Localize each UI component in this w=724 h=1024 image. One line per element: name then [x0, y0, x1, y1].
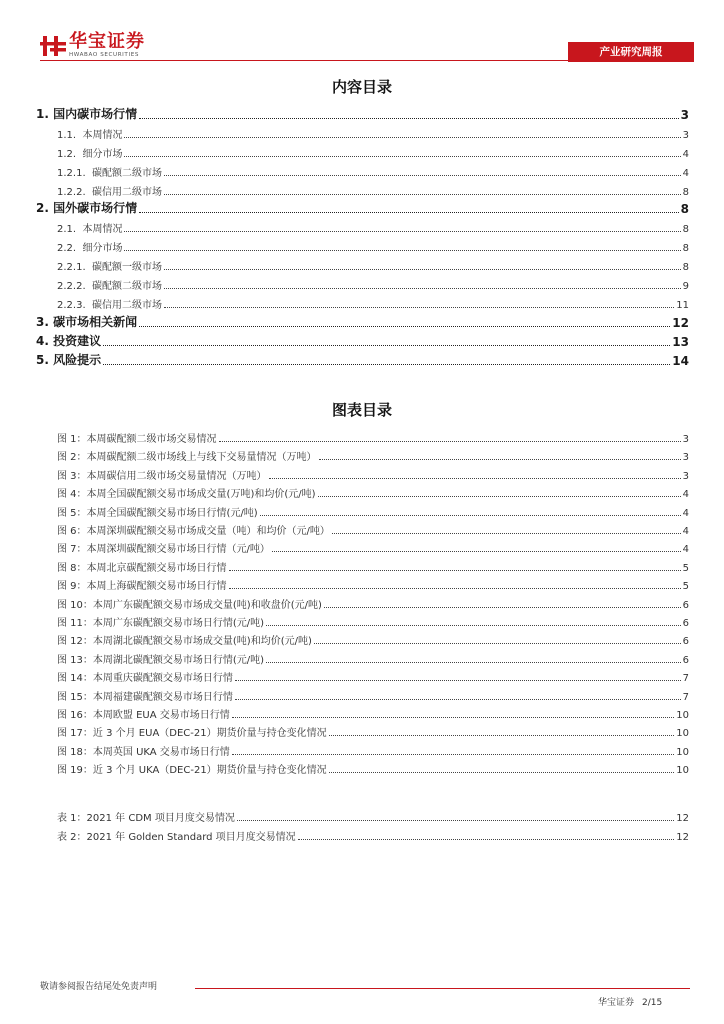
entry-number: 1.2.	[57, 149, 77, 160]
entry-label: 图 3：本周碳信用二级市场交易量情况（万吨）	[57, 470, 267, 482]
entry-label: 图 5：本周全国碳配额交易市场日行情(元/吨)	[57, 507, 258, 519]
logo-chinese-name: 华宝证券	[69, 31, 145, 53]
figure-entry[interactable]	[0, 740, 724, 758]
dot-leader	[124, 155, 680, 157]
report-type-badge: 产业研究周报	[568, 42, 694, 62]
entry-label	[0, 332, 101, 349]
entry-page-number: 7	[682, 673, 689, 685]
entry-text: 碳信用二级市场	[91, 300, 162, 311]
entry-label	[0, 313, 137, 330]
toc-entry[interactable]	[0, 350, 724, 368]
entry-page-number: 7	[682, 691, 689, 703]
entry-page-number: 10	[676, 765, 689, 777]
entry-text: 投资建议	[53, 334, 102, 348]
entry-number: 1.1.	[57, 130, 77, 141]
entry-page-number: 3	[682, 434, 689, 445]
entry-page-number: 4	[682, 168, 689, 179]
dot-leader	[139, 211, 679, 213]
dot-leader	[164, 174, 681, 176]
entry-label	[0, 220, 122, 235]
dot-leader	[229, 587, 681, 589]
dot-leader	[139, 325, 670, 327]
entry-label	[0, 199, 137, 216]
figure-entry[interactable]	[0, 593, 724, 611]
entry-label: 图 16：本周欧盟 EUA 交易市场日行情	[57, 710, 230, 721]
toc-entry[interactable]	[0, 293, 724, 311]
entry-label: 图 7：本周深圳碳配额交易市场日行情（元/吨）	[57, 544, 270, 556]
toc-entry[interactable]	[0, 312, 724, 330]
toc-entry[interactable]	[0, 217, 724, 235]
toc-entry[interactable]	[0, 236, 724, 254]
dot-leader	[314, 642, 681, 644]
dot-leader	[266, 624, 681, 626]
header-divider	[40, 60, 568, 61]
figure-entry[interactable]	[0, 519, 724, 537]
figure-entry[interactable]	[0, 501, 724, 519]
figure-entry[interactable]	[0, 629, 724, 647]
entry-number: 2.	[36, 201, 49, 215]
entry-page-number: 3	[682, 130, 689, 141]
entry-label: 图 2：本周碳配额二级市场线上与线下交易量情况（万吨）	[57, 452, 317, 464]
entry-label	[0, 296, 162, 311]
entry-label	[0, 258, 162, 273]
entry-label: 图 8：本周北京碳配额交易市场日行情	[57, 562, 227, 574]
toc-entry[interactable]	[0, 198, 724, 216]
entry-number: 4.	[36, 334, 49, 348]
entry-page-number: 10	[676, 728, 689, 740]
entry-page-number: 13	[672, 335, 689, 349]
dot-leader	[237, 819, 674, 821]
dot-leader	[235, 679, 681, 681]
entry-page-number: 5	[682, 581, 689, 593]
footer-company: 华宝证券	[598, 998, 635, 1008]
dot-leader	[329, 771, 675, 773]
figure-entry[interactable]	[0, 721, 724, 739]
figure-entry[interactable]	[0, 703, 724, 721]
toc-entry[interactable]	[0, 255, 724, 273]
entry-label: 图 14：本周重庆碳配额交易市场日行情	[57, 673, 233, 685]
contents-title: 内容目录	[331, 78, 392, 96]
entry-label: 图 9：本周上海碳配额交易市场日行情	[57, 581, 227, 593]
entry-page-number: 3	[682, 452, 689, 464]
entry-number: 2.2.2.	[57, 281, 86, 292]
dot-leader	[164, 306, 674, 308]
dot-leader	[229, 569, 681, 571]
dot-leader	[332, 532, 681, 534]
page-number: 2/15	[642, 998, 663, 1008]
table-entry[interactable]	[0, 825, 724, 843]
entry-page-number: 10	[676, 710, 689, 721]
figure-entry[interactable]	[0, 666, 724, 684]
entry-text: 本周情况	[82, 224, 123, 235]
entry-page-number: 3	[682, 470, 689, 482]
entry-label	[0, 105, 137, 122]
logo-english-name: HWABAO SECURITIES	[69, 52, 139, 59]
entry-page-number: 4	[682, 149, 689, 160]
entry-number: 2.1.	[57, 224, 77, 235]
figure-entry[interactable]	[0, 685, 724, 703]
figure-entry[interactable]	[0, 574, 724, 592]
figure-entry[interactable]	[0, 482, 724, 500]
entry-page-number: 14	[672, 354, 689, 368]
dot-leader	[164, 287, 681, 289]
entry-label: 图 1：本周碳配额二级市场交易情况	[57, 434, 217, 445]
dot-leader	[103, 363, 670, 365]
figure-entry[interactable]	[0, 611, 724, 629]
toc-entry[interactable]	[0, 180, 724, 198]
entry-label: 图 4：本周全国碳配额交易市场成交量(万吨)和均价(元/吨)	[57, 489, 316, 501]
dot-leader	[319, 458, 681, 460]
entry-label	[0, 183, 162, 198]
entry-number: 2.2.1.	[57, 262, 86, 273]
entry-number: 2.2.3.	[57, 300, 86, 311]
disclaimer-note: 敬请参阅报告结尾处免责声明	[40, 982, 158, 992]
entry-page-number: 12	[672, 316, 689, 330]
entry-label	[0, 164, 162, 179]
entry-label	[0, 239, 122, 254]
toc-entry[interactable]	[0, 274, 724, 292]
entry-text: 风险提示	[53, 353, 102, 367]
toc-entry[interactable]	[0, 123, 724, 141]
footer-divider	[195, 988, 690, 989]
dot-leader	[232, 716, 675, 718]
entry-label: 图 11：本周广东碳配额交易市场日行情(元/吨)	[57, 618, 265, 629]
dot-leader	[124, 249, 680, 251]
entry-text: 细分市场	[82, 149, 123, 160]
dot-leader	[124, 230, 680, 232]
entry-page-number: 8	[682, 187, 689, 198]
entry-label: 图 12：本周湖北碳配额交易市场成交量(吨)和均价(元/吨)	[57, 636, 312, 648]
entry-label: 图 19：近 3 个月 UKA（DEC-21）期货价量与持仓变化情况	[57, 765, 327, 777]
entry-label: 图 18：本周英国 UKA 交易市场日行情	[57, 746, 230, 758]
dot-leader	[329, 734, 675, 736]
dot-leader	[260, 514, 681, 516]
entry-page-number: 6	[682, 654, 689, 666]
entry-page-number: 4	[682, 489, 689, 501]
entry-page-number: 8	[682, 243, 689, 254]
toc-entry[interactable]	[0, 104, 724, 122]
entry-page-number: 8	[680, 202, 689, 216]
entry-text: 碳配额二级市场	[91, 281, 162, 292]
dot-leader	[164, 268, 681, 270]
entry-label: 表 2：2021 年 Golden Standard 项目月度交易情况	[57, 832, 296, 843]
figure-entry[interactable]	[0, 648, 724, 666]
company-logo	[40, 33, 145, 59]
entry-text: 碳信用二级市场	[91, 187, 162, 198]
dot-leader	[103, 344, 670, 346]
toc-entry[interactable]	[0, 161, 724, 179]
entry-text: 细分市场	[82, 243, 123, 254]
dot-leader	[298, 838, 675, 840]
entry-label: 图 15：本周福建碳配额交易市场日行情	[57, 691, 233, 703]
entry-page-number: 3	[680, 108, 689, 122]
entry-text: 碳市场相关新闻	[53, 315, 138, 329]
figure-entry[interactable]	[0, 464, 724, 482]
dot-leader	[232, 753, 674, 755]
entry-number: 2.2.	[57, 243, 77, 254]
entry-label	[0, 145, 122, 160]
entry-label	[0, 351, 101, 368]
entry-page-number: 12	[676, 832, 689, 843]
entry-page-number: 4	[682, 544, 689, 556]
entry-number: 5.	[36, 353, 49, 367]
entry-page-number: 8	[682, 262, 689, 273]
table-entry[interactable]	[0, 806, 724, 824]
figure-entry[interactable]	[0, 537, 724, 555]
entry-page-number: 8	[682, 224, 689, 235]
entry-page-number: 10	[676, 746, 689, 758]
entry-page-number: 5	[682, 562, 689, 574]
page-header	[0, 0, 724, 70]
entry-number: 1.2.1.	[57, 168, 86, 179]
dot-leader	[124, 136, 680, 138]
entry-label: 表 1：2021 年 CDM 项目月度交易情况	[57, 813, 235, 824]
entry-page-number: 6	[682, 599, 689, 611]
entry-page-number: 12	[676, 813, 689, 824]
entry-text: 碳配额二级市场	[91, 168, 162, 179]
entry-label: 图 13：本周湖北碳配额交易市场日行情(元/吨)	[57, 654, 265, 666]
entry-label	[0, 126, 122, 141]
toc-entry[interactable]	[0, 142, 724, 160]
toc-entry[interactable]	[0, 331, 724, 349]
entry-label: 图 10：本周广东碳配额交易市场成交量(吨)和收盘价(元/吨)	[57, 599, 322, 611]
footer-info	[590, 995, 662, 1008]
entry-text: 本周情况	[82, 130, 123, 141]
entry-text: 碳配额一级市场	[91, 262, 162, 273]
logo-mark-icon	[40, 33, 66, 59]
figure-entry[interactable]	[0, 556, 724, 574]
figure-entry[interactable]	[0, 758, 724, 776]
entry-page-number: 4	[682, 507, 689, 519]
entry-text: 国外碳市场行情	[53, 201, 138, 215]
entry-label: 图 17：近 3 个月 EUA（DEC-21）期货价量与持仓变化情况	[57, 728, 327, 740]
entry-number: 1.2.2.	[57, 187, 86, 198]
entry-text: 国内碳市场行情	[53, 107, 138, 121]
dot-leader	[269, 477, 681, 479]
dot-leader	[272, 550, 681, 552]
dot-leader	[139, 117, 679, 119]
figure-entry[interactable]	[0, 445, 724, 463]
entry-page-number: 9	[682, 281, 689, 292]
dot-leader	[324, 606, 681, 608]
dot-leader	[235, 698, 681, 700]
entry-number: 1.	[36, 107, 49, 121]
dot-leader	[318, 495, 681, 497]
entry-page-number: 11	[676, 300, 689, 311]
entry-label	[0, 277, 162, 292]
figures-title: 图表目录	[331, 401, 392, 419]
dot-leader	[219, 440, 681, 442]
entry-page-number: 6	[682, 618, 689, 629]
entry-number: 3.	[36, 315, 49, 329]
entry-label: 图 6：本周深圳碳配额交易市场成交量（吨）和均价（元/吨）	[57, 526, 330, 537]
entry-page-number: 4	[682, 526, 689, 537]
dot-leader	[164, 193, 681, 195]
figure-entry[interactable]	[0, 427, 724, 445]
entry-page-number: 6	[682, 636, 689, 648]
dot-leader	[266, 661, 681, 663]
